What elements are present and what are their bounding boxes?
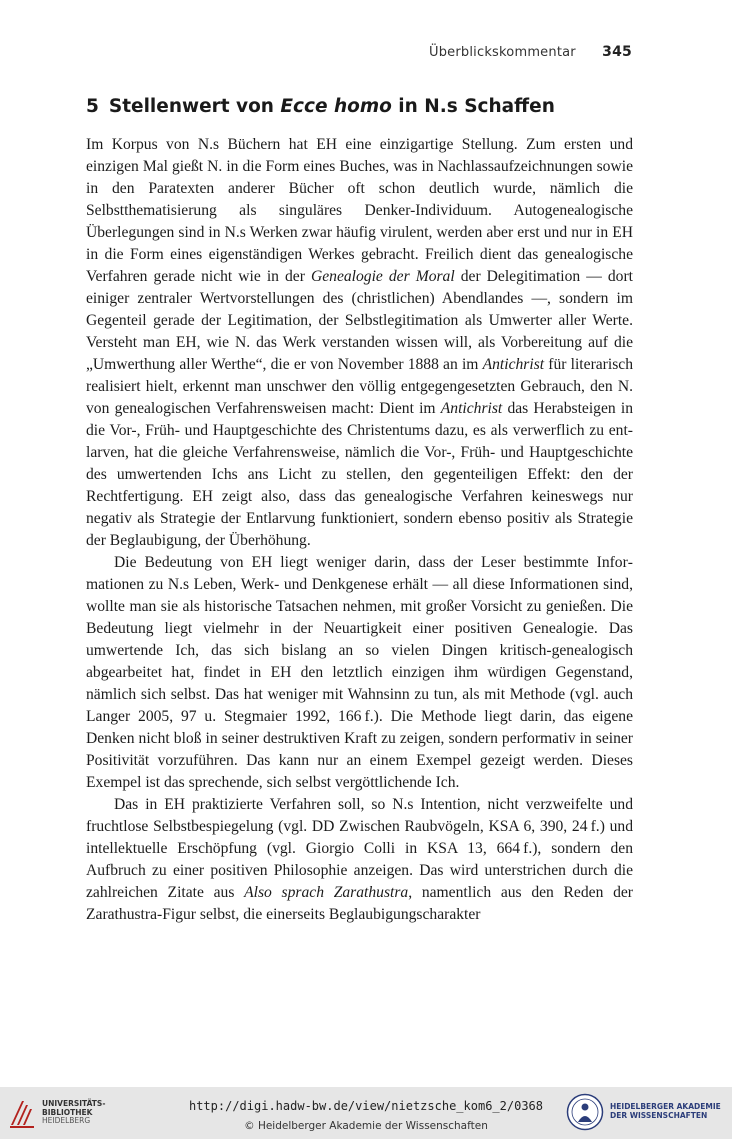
permalink-url[interactable]: http://digi.hadw-bw.de/view/nietzsche_kom6_2/0368 — [188, 1099, 543, 1113]
work-title: Antichrist — [482, 356, 545, 373]
text-run: das Herabsteigen in die Vor-, Früh- und Hauptgeschichte des Christentums dazu, es als verwerflich zu entlarven, hat die gleiche Verfahrensweise, nämlich die Vor-, Früh- und Hauptgeschichte des umwertenden Ichs ans Licht zu stellen, den gegenteiligen Effekt: den der Rechtfertigung. EH zeigt also, dass das genealogische Verfahren keineswegs nur negativ als Strategie der Entlarvung funktioniert, sondern ebenso positiv als Strategie der Beglaubigung, der Überhöhung. — [86, 400, 634, 549]
section-title-work: Ecce homo — [280, 96, 392, 117]
section-number: 5 — [86, 96, 99, 117]
library-line: UNIVERSITÄTS- — [42, 1099, 106, 1108]
section-heading — [86, 96, 555, 117]
paragraph-1 — [86, 134, 633, 552]
text-run: , namentlich aus den Reden der Zarathustra-Figur selbst, die einerseits Beglaubigungscharakter — [86, 884, 633, 923]
text-run: für literarisch realisiert hielt, erkennt man unschwer den völlig entgegengesetzten Gebrauch, den N. von genealogischen Verfahrensweisen macht: Dient im — [86, 356, 633, 417]
paragraph-3 — [86, 794, 633, 926]
section-title-part: Stellenwert von — [108, 96, 281, 117]
academy-name — [610, 1102, 721, 1120]
library-line: BIBLIOTHEK — [42, 1107, 93, 1117]
academy-seal-icon — [566, 1093, 604, 1131]
footer-bar — [0, 1087, 732, 1139]
work-title: Antichrist — [440, 400, 503, 417]
work-title: Genealogie der Moral — [310, 268, 455, 285]
body-text — [86, 134, 633, 926]
text-run: der Delegitimation — dort einiger zentraler Wertvorstellungen des (christlichen) Abendlandes —, sondern im Gegenteil gerade der Legitimation, der Selbstlegitimation als Umwerter aller Werte. Versteht man EH, wie N. das Werk verstanden wissen will, als Vorbereitung auf die „Umwerthung aller Werthe“, die er von November 1888 an im — [86, 268, 633, 373]
text-run: Das in EH praktizierte Verfahren soll, so N.s Intention, nicht verzweifelte und fruchtlose Selbstbespiegelung (vgl. DD Zwischen Raubvögeln, KSA 6, 390, 24 f.) und intellektuelle Erschöpfung (vgl. Giorgio Colli in KSA 13, 664 f.), sondern den Aufbruch zu einer positiven Philosophie anzeigen. Das wird unterstrichen durch die zahlreichen Zitate aus — [86, 796, 633, 901]
work-title: Also sprach Zarathustra — [244, 884, 409, 901]
library-line: HEIDELBERG — [42, 1116, 91, 1125]
section-title-part: in N.s Schaffen — [391, 96, 555, 117]
academy-line: HEIDELBERGER AKADEMIE — [610, 1102, 721, 1111]
paragraph-2: Die Bedeutung von EH liegt weniger darin, dass der Leser bestimmte Informationen zu N.s Leben, Werk- und Denkgenese erhält — all diese Informationen sind, wollte man sie als historische Tatsachen nehmen, mit großer Vorsicht zu genießen. Die Bedeutung liegt vielmehr in der Neuartigkeit einer positiven Genealogie. Das umwertende Ich, das sich bislang an so vielen Dingen kritisch-genealogisch abgearbeitet hat, findet in EH den letztlich einzigen ihm würdigen Gegenstand, nämlich sich selbst. Das hat weniger mit Wahnsinn zu tun, als mit Methode (vgl. auch Langer 2005, 97 u. Stegmaier 1992, 166 f.). Die Methode liegt darin, das eigene Denken nicht bloß in seiner destruktiven Kraft zu zeigen, sondern performativ in seiner Positivität vorzuführen. Das kann nur an einem Exempel gezeigt werden. Dieses Exempel ist das sprechende, sich selbst vergöttlichende Ich. — [86, 554, 633, 791]
academy-line: DER WISSENSCHAFTEN — [610, 1111, 708, 1120]
copyright-notice: © Heidelberger Akademie der Wissenschaften — [244, 1120, 488, 1132]
text-run: Im Korpus von N.s Büchern hat EH eine einzigartige Stellung. Zum ersten und einzigen Mal gießt N. in die Form eines Buches, was in Nachlassaufzeichnungen sowie in den Paratexten anderer Bücher oft schon deutlich wurde, nämlich die Selbstthematisierung als singuläres Denker-Individuum. Autogenealogische Überlegungen sind in N.s Werken zwar häufig virulent, werden aber erst und nur in EH in die Form eines eigenständigen Werkes gebracht. Freilich dient das genealogische Verfahren gerade nicht wie in der — [86, 136, 633, 285]
running-head — [429, 44, 632, 60]
page-number: 345 — [602, 44, 632, 60]
running-title: Überblickskommentar — [429, 45, 576, 60]
